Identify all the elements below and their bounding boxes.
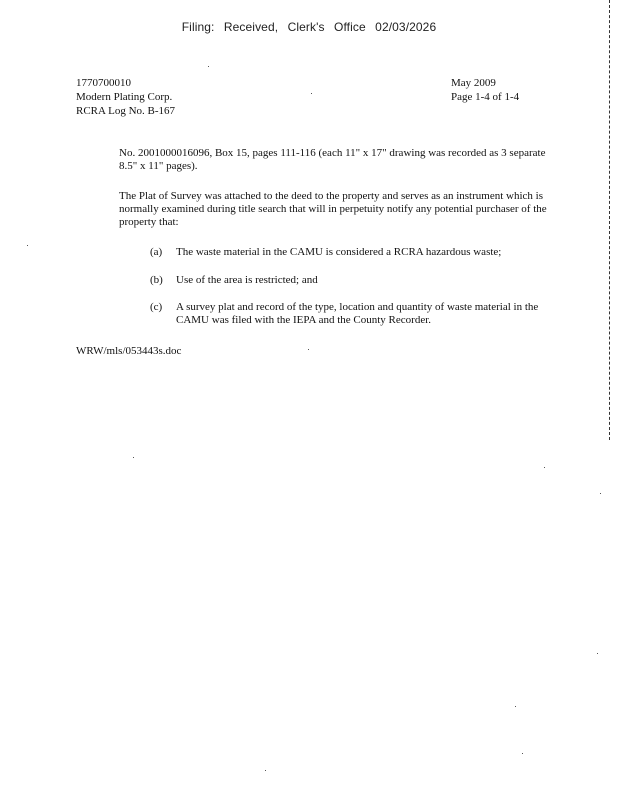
scan-speck [600, 493, 601, 494]
scan-speck [522, 753, 523, 754]
list-item-label: (c) [150, 301, 163, 313]
scan-speck [27, 245, 28, 246]
filing-stamp: Filing: Received, Clerk's Office 02/03/2026 [181, 20, 437, 34]
page-number: Page 1-4 of 1-4 [451, 91, 520, 103]
list-item-text: The waste material in the CAMU is considered a RCRA hazardous waste; [176, 246, 502, 258]
header-right-block [451, 76, 519, 104]
scan-speck [544, 467, 545, 468]
list-item-text: Use of the area is restricted; and [176, 274, 318, 286]
scan-speck [597, 653, 598, 654]
facility-id: 1770700010 [76, 77, 131, 89]
document-reference: WRW/mls/053443s.doc [76, 345, 182, 357]
scan-speck [265, 770, 266, 771]
scan-speck [515, 706, 516, 707]
scan-speck [311, 93, 312, 94]
document-date: May 2009 [451, 77, 496, 89]
recording-paragraph: No. 2001000016096, Box 15, pages 111-116 (each 11" x 17" drawing was recorded as 3 separate 8.5" x 11" pages). [119, 147, 546, 172]
list-item-label: (a) [150, 246, 163, 258]
list-item-text: A survey plat and record of the type, location and quantity of waste material in the CAMU was filed with the IEPA and the County Recorder. [176, 301, 539, 326]
scan-speck [308, 349, 309, 350]
company-name: Modern Plating Corp. [76, 91, 173, 103]
scan-edge-line [609, 0, 610, 440]
list-item-label: (b) [150, 274, 163, 286]
scan-speck [208, 66, 209, 67]
plat-survey-paragraph: The Plat of Survey was attached to the deed to the property and serves as an instrument which is normally examined during title search that will in perpetuity notify any potential purchaser of the property that: [119, 190, 547, 228]
scan-speck [133, 457, 134, 458]
header-left-block [76, 76, 175, 118]
rcra-log-number: RCRA Log No. B-167 [76, 105, 176, 117]
